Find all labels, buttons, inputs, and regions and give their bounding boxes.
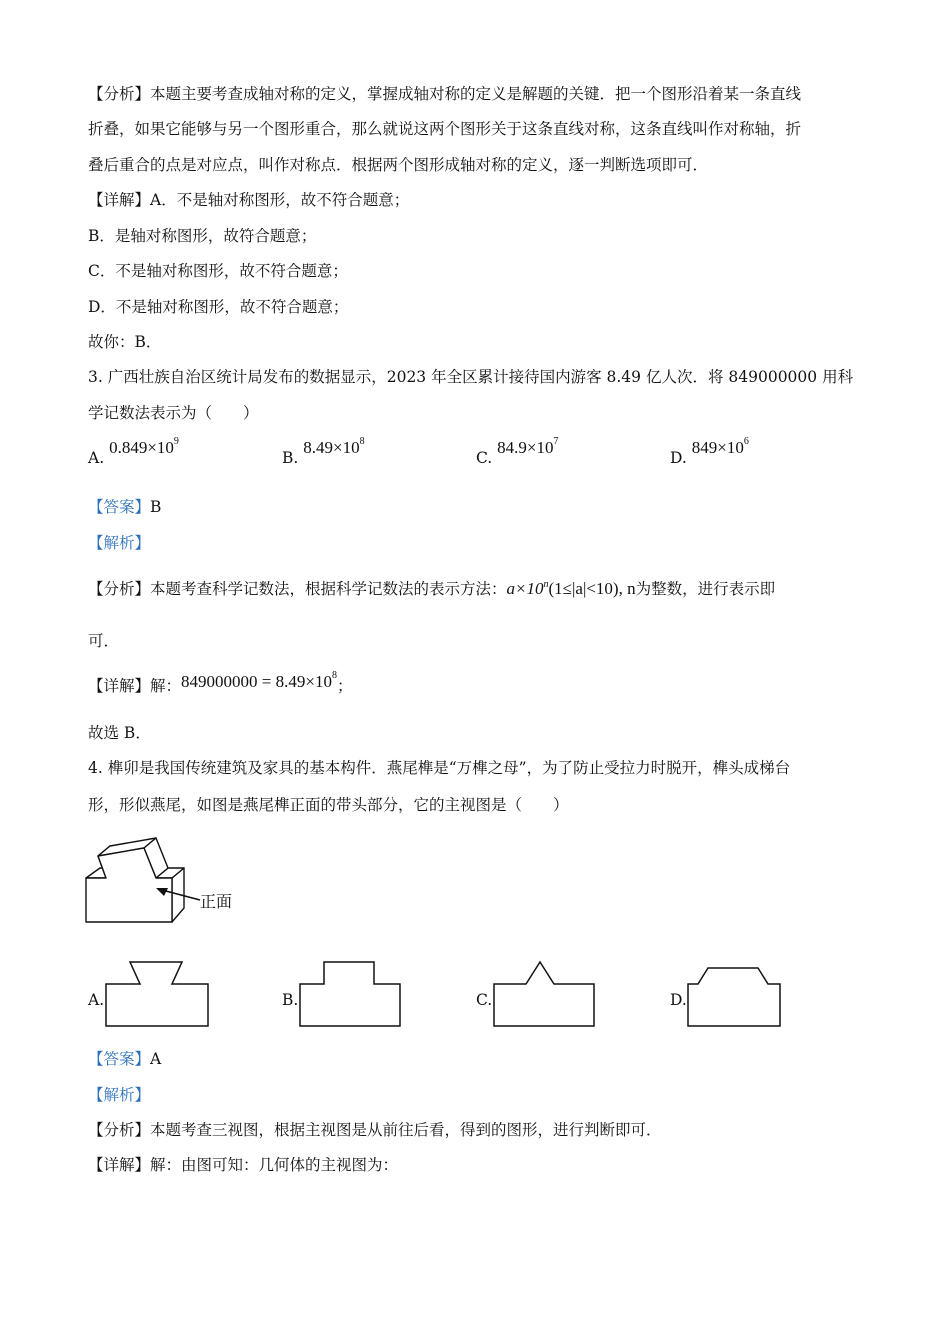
option-mantissa: 84.9×10	[497, 438, 554, 457]
detail-line-2: B．是轴对称图形，故符合题意；	[88, 227, 317, 245]
detail-formula: 849000000 = 8.49×10	[181, 672, 332, 691]
detail-conclusion: 故你：B．	[88, 333, 162, 351]
detail-line-4: D．不是轴对称图形，故不符合题意；	[88, 298, 349, 316]
front-face-label: 正面	[200, 892, 233, 911]
option-mantissa: 8.49×10	[303, 438, 360, 457]
q4-jiexi-tag: 【解析】	[88, 1086, 151, 1104]
detail-formula-exp: 8	[331, 670, 337, 681]
answer-tag: 【答案】	[88, 1050, 151, 1068]
q4-option-a-shape[interactable]	[104, 958, 210, 1028]
answer-value: A	[150, 1050, 162, 1068]
q4-stem-line-2: 形，形似燕尾，如图是燕尾榫正面的带头部分，它的主视图是（ ）	[88, 796, 569, 814]
q3-detail	[88, 670, 353, 696]
detail-line-1: 【详解】A．不是轴对称图形，故不符合题意；	[88, 191, 410, 209]
analysis-prefix: 【分析】本题考查科学记数法，根据科学记数法的表示方法：	[88, 580, 507, 598]
analysis-line-1: 【分析】本题主要考查成轴对称的定义，掌握成轴对称的定义是解题的关键．把一个图形沿着某一条直线	[88, 85, 802, 103]
analysis-formula-cond: (1≤|a|<10), n	[548, 579, 636, 598]
q4-option-b-letter[interactable]: B.	[282, 991, 299, 1009]
analysis-formula: a×10	[506, 579, 544, 598]
option-letter: D.	[670, 449, 687, 467]
q4-option-c-letter[interactable]: C.	[476, 991, 493, 1009]
option-mantissa: 0.849×10	[109, 438, 174, 457]
q3-jiexi-tag: 【解析】	[88, 534, 151, 552]
q4-option-b-shape[interactable]	[298, 958, 402, 1028]
detail-suffix: ；	[336, 677, 353, 695]
q3-answer	[88, 497, 161, 517]
answer-tag: 【答案】	[88, 498, 151, 516]
detail-line-3: C．不是轴对称图形，故不符合题意；	[88, 262, 348, 280]
q3-stem-line-1: 3. 广西壮族自治区统计局发布的数据显示，2023 年全区累计接待国内游客 8.49 亿人次．将 849000000 用科	[88, 368, 854, 386]
option-exponent: 6	[743, 436, 749, 447]
q3-analysis-line-1	[88, 579, 775, 599]
q3-stem-line-2: 学记数法表示为（ ）	[88, 404, 259, 422]
option-letter: C.	[476, 449, 493, 467]
q4-option-d-shape[interactable]	[686, 958, 782, 1028]
analysis-line-3: 叠后重合的点是对应点，叫作对称点．根据两个图形成轴对称的定义，逐一判断选项即可．	[88, 156, 709, 174]
q3-analysis-line-2: 可．	[88, 632, 120, 650]
q4-answer	[88, 1049, 161, 1069]
option-exponent: 9	[173, 436, 179, 447]
option-exponent: 8	[359, 436, 365, 447]
option-exponent: 7	[553, 436, 559, 447]
option-letter: B.	[282, 449, 299, 467]
analysis-line-2: 折叠，如果它能够与另一个图形重合，那么就说这两个图形关于这条直线对称，这条直线叫作对称轴，折	[88, 120, 802, 138]
q4-option-a-letter[interactable]: A.	[88, 991, 105, 1009]
q4-option-c-shape[interactable]	[492, 958, 596, 1028]
dovetail-3d-figure-body	[84, 826, 254, 936]
analysis-suffix: 为整数，进行表示即	[635, 580, 776, 598]
option-mantissa: 849×10	[691, 438, 744, 457]
detail-prefix: 【详解】解：	[88, 677, 182, 695]
q3-conclusion: 故选 B．	[88, 724, 151, 742]
q4-analysis: 【分析】本题考查三视图，根据主视图是从前往后看，得到的图形，进行判断即可．	[88, 1121, 662, 1139]
answer-value: B	[150, 498, 162, 516]
q4-stem-line-1: 4. 榫卯是我国传统建筑及家具的基本构件．燕尾榫是“万榫之母”，为了防止受拉力时脱开，榫头成梯台	[88, 759, 791, 777]
analysis-formula-exp: n	[543, 579, 549, 590]
q4-option-d-letter[interactable]: D.	[670, 991, 687, 1009]
q4-detail: 【详解】解：由图可知：几何体的主视图为：	[88, 1156, 399, 1174]
option-letter: A.	[88, 449, 105, 467]
